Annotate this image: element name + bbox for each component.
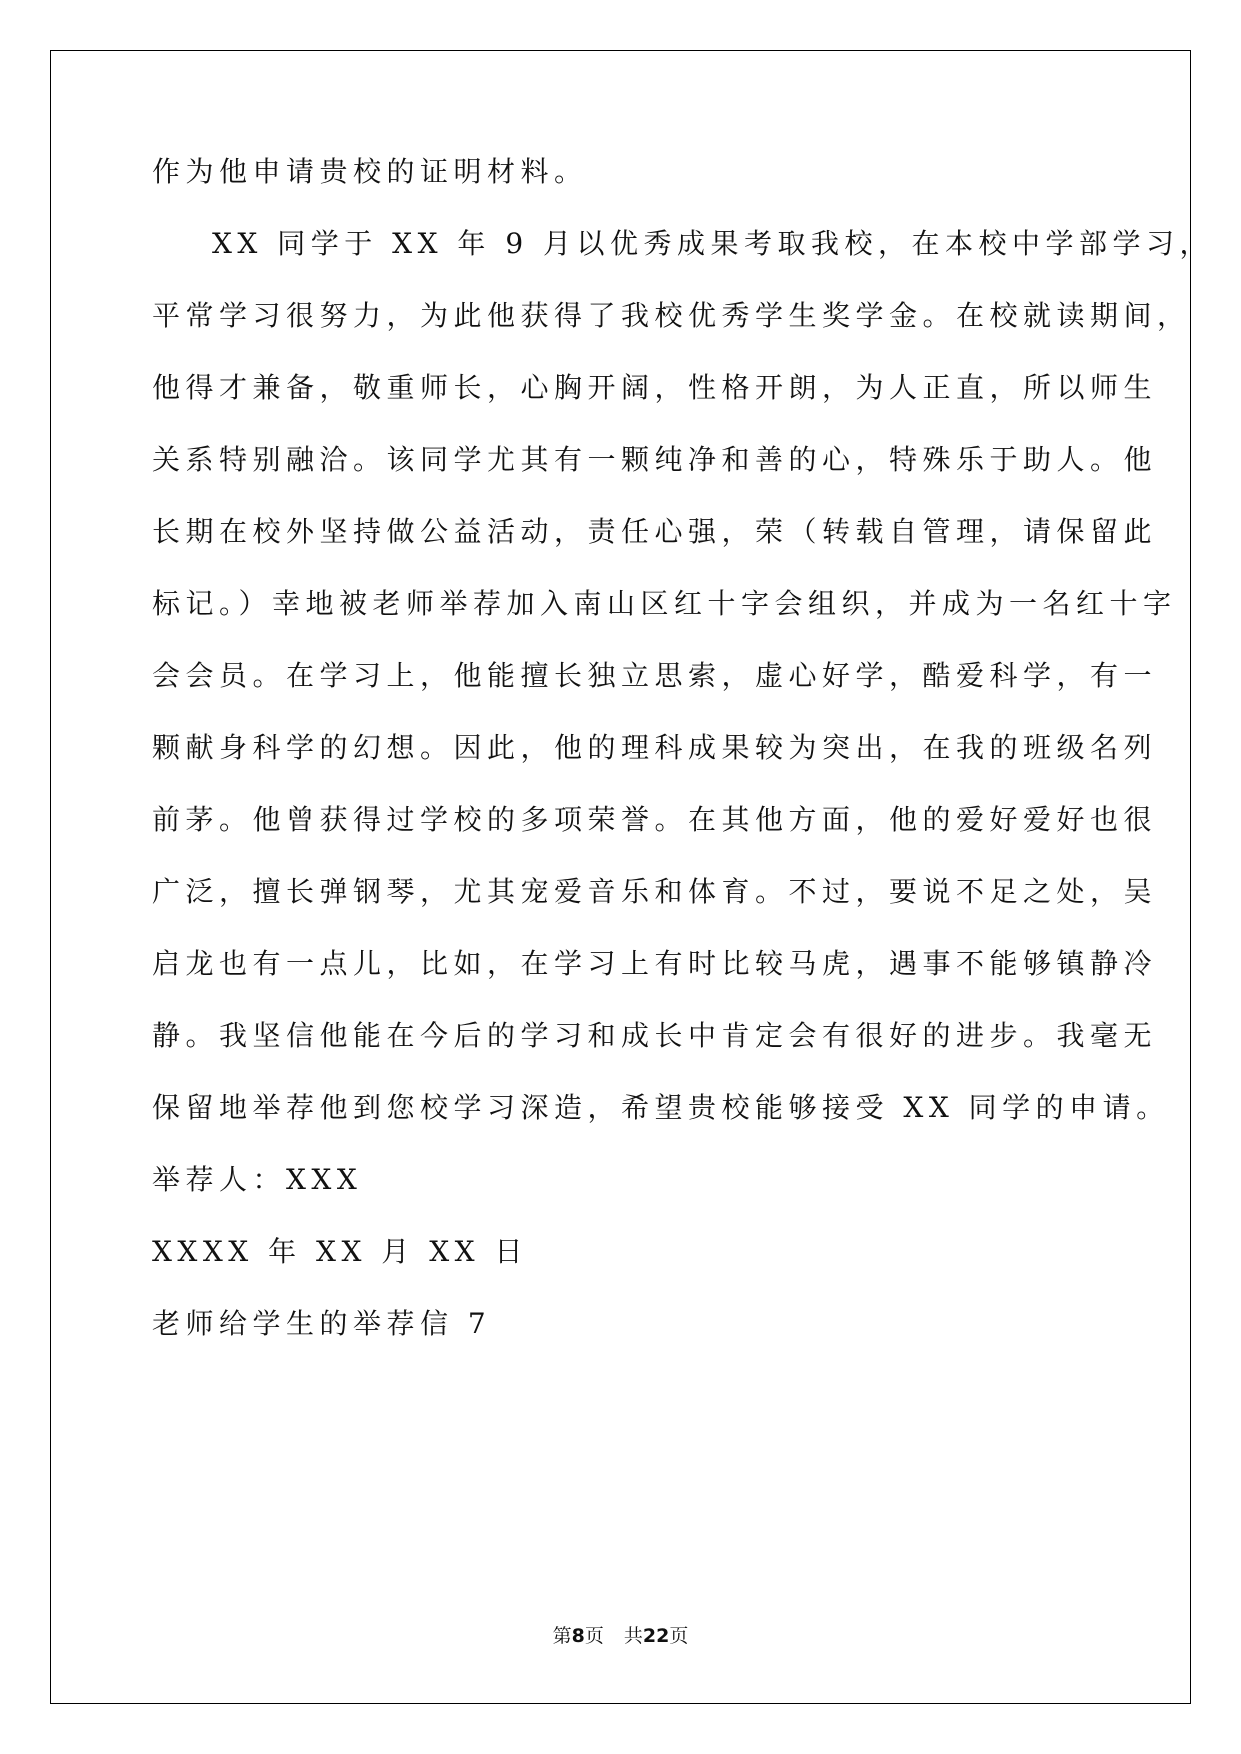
- body-line-11: 启龙也有一点儿，比如，在学习上有时比较马虎，遇事不能够镇静冷: [152, 947, 1158, 980]
- body-line-5: 长期在校外坚持做公益活动，责任心强，荣（转载自管理，请保留此: [152, 515, 1158, 548]
- body-line-12: 静。我坚信他能在今后的学习和成长中肯定会有很好的进步。我毫无: [152, 1019, 1158, 1052]
- page-number: 8: [571, 1625, 585, 1647]
- page-footer: [0, 1624, 1241, 1648]
- recommender-line: 举荐人：XXX: [152, 1163, 363, 1196]
- body-line-8: 颗献身科学的幻想。因此，他的理科成果较为突出，在我的班级名列: [152, 731, 1158, 764]
- body-line-13: 保留地举荐他到您校学习深造，希望贵校能够接受 XX 同学的申请。: [152, 1091, 1170, 1124]
- date-line: XXXX 年 XX 月 XX 日: [152, 1235, 528, 1268]
- total-prefix: 共: [623, 1625, 643, 1647]
- paragraph-tail: 作为他申请贵校的证明材料。: [152, 155, 588, 188]
- total-suffix: 页: [669, 1625, 689, 1647]
- body-line-1: XX 同学于 XX 年 9 月以优秀成果考取我校，在本校中学部学习，: [212, 227, 1214, 260]
- body-line-7: 会会员。在学习上，他能擅长独立思索，虚心好学，酷爱科学，有一: [152, 659, 1158, 692]
- page-prefix: 第: [552, 1625, 572, 1647]
- total-pages: 22: [642, 1625, 670, 1647]
- body-line-4: 关系特别融洽。该同学尤其有一颗纯净和善的心，特殊乐于助人。他: [152, 443, 1158, 476]
- body-line-2: 平常学习很努力，为此他获得了我校优秀学生奖学金。在校就读期间，: [152, 299, 1191, 332]
- next-section-title: 老师给学生的举荐信 7: [152, 1307, 492, 1340]
- body-line-9: 前茅。他曾获得过学校的多项荣誉。在其他方面，他的爱好爱好也很: [152, 803, 1158, 836]
- body-line-3: 他得才兼备，敬重师长，心胸开阔，性格开朗，为人正直，所以师生: [152, 371, 1158, 404]
- page-suffix: 页: [584, 1625, 604, 1647]
- body-line-6: 标记。）幸地被老师举荐加入南山区红十字会组织，并成为一名红十字: [152, 587, 1177, 620]
- body-line-10: 广泛，擅长弹钢琴，尤其宠爱音乐和体育。不过，要说不足之处，吴: [152, 875, 1158, 908]
